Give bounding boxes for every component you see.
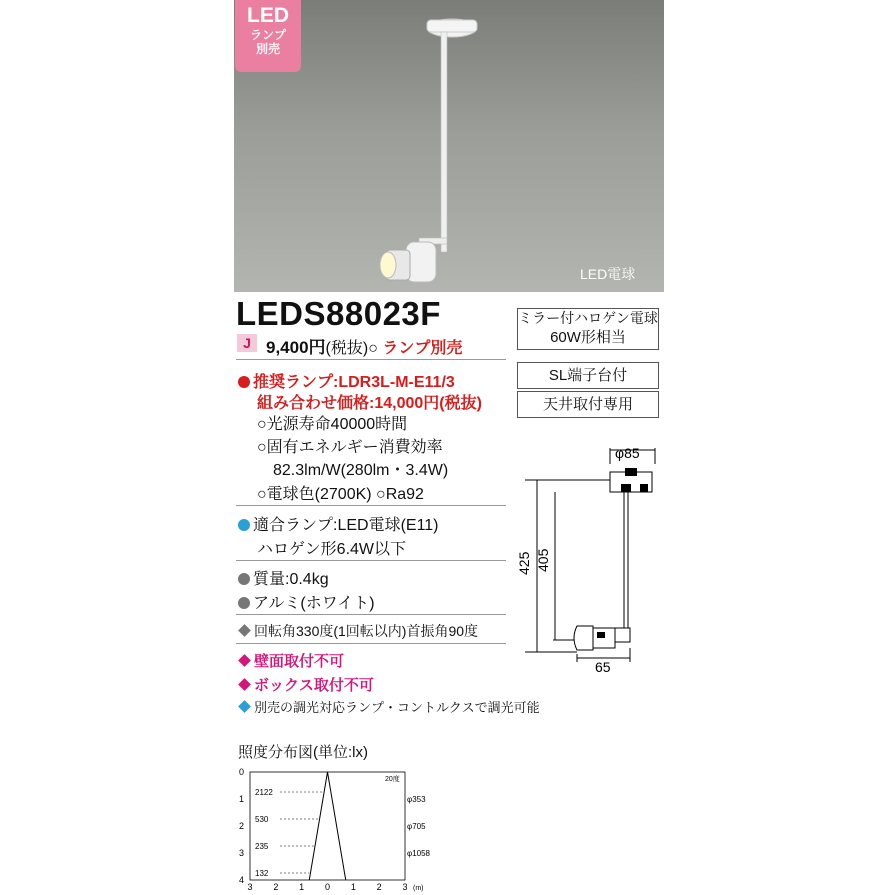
compatible-limit: ハロゲン形6.4W以下 <box>257 541 407 558</box>
y-tick-label: 3 <box>238 848 244 858</box>
chart-frame <box>250 772 405 880</box>
x-unit-label: (m) <box>413 885 424 892</box>
blue-diamond-icon <box>238 700 251 713</box>
divider <box>236 643 506 644</box>
dimmer-text: 別売の調光対応ランプ・コントルクスで調光可能 <box>254 700 540 715</box>
material-value: アルミ(ホワイト) <box>253 595 375 612</box>
height-405: 405 <box>535 548 551 572</box>
rotation-angle <box>238 621 478 641</box>
pink-diamond-icon <box>238 678 251 691</box>
divider <box>236 560 506 561</box>
box-warning <box>238 674 374 695</box>
wall-warning <box>238 650 344 671</box>
divider <box>236 614 506 615</box>
combo-price: 組み合わせ価格:14,000円(税抜) <box>257 395 482 412</box>
divider <box>236 505 506 506</box>
lux-value-label: 530 <box>255 815 269 824</box>
weight-value: 質量:0.4kg <box>253 571 329 588</box>
x-tick-label: 0 <box>324 882 331 892</box>
price-circle: ○ <box>368 340 378 357</box>
lamp-equivalent: 60W形相当 <box>550 329 626 346</box>
width-65: 65 <box>595 659 611 675</box>
mount-box: 天井取付専用 <box>517 391 659 418</box>
lux-value-label: 2122 <box>255 788 273 797</box>
gray-diamond-icon <box>238 624 251 637</box>
model-number: LEDS88023F <box>236 295 441 332</box>
dimension-drawing <box>515 440 665 680</box>
compatible-lamp <box>238 512 439 535</box>
diameter-value-label: φ705 <box>407 822 426 831</box>
y-tick-label: 0 <box>238 767 244 777</box>
height-425: 425 <box>516 551 532 575</box>
gray-bullet-icon <box>238 573 250 585</box>
diameter-label: φ85 <box>615 445 640 461</box>
x-tick-label: 3 <box>402 882 408 892</box>
lux-value-label: 235 <box>255 842 269 851</box>
compatible-label: 適合ランプ:LED電球(E11) <box>253 517 439 534</box>
x-tick-label: 2 <box>273 882 279 892</box>
x-tick-label: 3 <box>247 882 253 892</box>
price-line <box>266 333 462 358</box>
weight <box>238 566 329 589</box>
recommended-lamp <box>238 369 455 392</box>
lamp-life: ○光源寿命40000時間 <box>257 416 408 433</box>
y-tick-label: 2 <box>238 821 244 831</box>
x-tick-label: 1 <box>350 882 356 892</box>
led-lamp-sold-separately-badge <box>235 0 301 72</box>
illuminance-chart <box>228 760 438 895</box>
diameter-value-label: φ353 <box>407 795 426 804</box>
badge-separate-text: 別売 <box>255 42 280 56</box>
y-tick-label: 1 <box>238 794 244 804</box>
beam-left-line <box>309 772 327 880</box>
lux-value-label: 132 <box>255 869 269 878</box>
lamp-type: ミラー付ハロゲン電球 <box>518 310 658 326</box>
efficiency-value: 82.3lm/W(280lm・3.4W) <box>273 462 449 479</box>
lamp-type-box <box>517 308 659 350</box>
j-badge: J <box>237 334 257 352</box>
beam-angle-label: 20度 <box>385 776 400 783</box>
material <box>238 590 375 613</box>
box-warning-text: ボックス取付不可 <box>254 677 374 694</box>
recommended-label: 推奨ランプ:LDR3L-M-E11/3 <box>253 374 455 391</box>
terminal-box: SL端子台付 <box>517 362 659 389</box>
gray-bullet-icon <box>238 597 250 609</box>
wall-warning-text: 壁面取付不可 <box>254 653 345 670</box>
diameter-value-label: φ1058 <box>407 849 430 858</box>
beam-right-line <box>328 772 346 880</box>
red-bullet-icon <box>238 376 250 388</box>
photo-caption: LED電球 <box>580 266 636 282</box>
y-tick-label: 4 <box>238 875 244 885</box>
badge-led-text: LED <box>247 4 289 27</box>
x-tick-label: 1 <box>299 882 305 892</box>
rotation-text: 回転角330度(1回転以内)首振角90度 <box>254 623 479 639</box>
blue-bullet-icon <box>238 519 250 531</box>
divider <box>236 359 506 360</box>
dimmer-note <box>238 697 540 716</box>
efficiency-title: ○固有エネルギー消費効率 <box>257 439 443 456</box>
badge-lamp-text: ランプ <box>249 28 286 42</box>
color-temperature: ○電球色(2700K) ○Ra92 <box>257 486 424 503</box>
price-amount: 9,400円 <box>266 338 326 357</box>
chart-title: 照度分布図(単位:lx) <box>238 744 368 761</box>
price-tax: (税抜) <box>325 340 369 357</box>
x-tick-label: 2 <box>376 882 382 892</box>
pink-diamond-icon <box>238 654 251 667</box>
lamp-sold-separately: ランプ別売 <box>382 340 463 357</box>
